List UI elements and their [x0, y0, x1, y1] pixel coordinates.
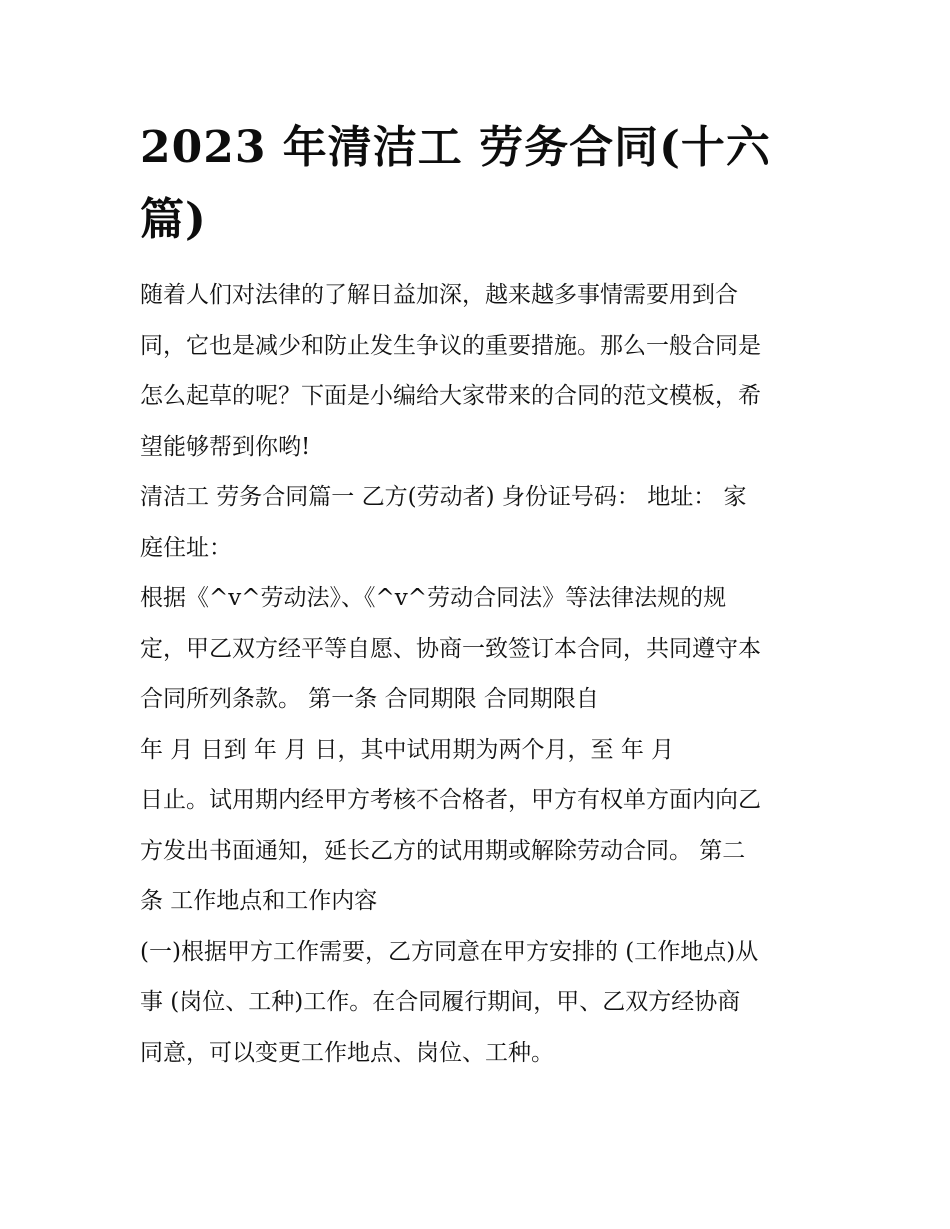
body-line: (一)根据甲方工作需要，乙方同意在甲方安排的 (工作地点)从 — [140, 938, 759, 965]
body-line: 根据《^v^劳动法》、《^v^劳动合同法》等法律法规的规 — [140, 585, 727, 611]
body-line: 合同所列条款。 第一条 合同期限 合同期限自 — [140, 686, 599, 712]
body-line: 条 工作地点和工作内容 — [140, 888, 378, 914]
body-line: 怎么起草的呢？下面是小编给大家带来的合同的范文模板，希 — [140, 383, 761, 409]
document-page — [140, 112, 820, 1078]
body-line: 望能够帮到你哟! — [140, 433, 311, 460]
body-line: 清洁工 劳务合同篇一 乙方(劳动者) 身份证号码： 地址： 家 — [140, 484, 747, 510]
title-line-2: 篇) — [140, 194, 207, 245]
body-line: 随着人们对法律的了解日益加深，越来越多事情需要用到合 — [140, 282, 738, 308]
body-line: 同，它也是减少和防止发生争议的重要措施。那么一般合同是 — [140, 332, 761, 359]
body-line: 同意，可以变更工作地点、岗位、工种。 — [140, 1039, 554, 1066]
document-body — [140, 270, 820, 1078]
body-line: 事 (岗位、工种)工作。在合同履行期间，甲、乙双方经协商 — [140, 989, 741, 1015]
title-line-1: 2023 年清洁工 劳务合同(十六 — [140, 122, 771, 173]
body-line: 方发出书面通知，延长乙方的试用期或解除劳动合同。 第二 — [140, 837, 746, 864]
body-line: 定，甲乙双方经平等自愿、协商一致签订本合同，共同遵守本 — [140, 635, 761, 662]
body-line: 日止。试用期内经甲方考核不合格者，甲方有权单方面内向乙 — [140, 787, 761, 813]
body-line: 庭住址： — [140, 534, 232, 561]
document-title — [140, 112, 820, 256]
body-line: 年 月 日到 年 月 日，其中试用期为两个月，至 年 月 — [140, 736, 675, 763]
